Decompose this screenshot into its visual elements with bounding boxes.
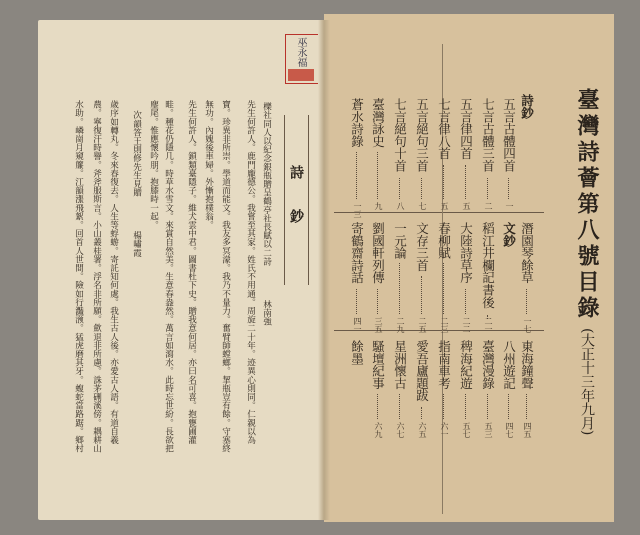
text-column: 先生何許人。鹿門龐德公。我嘗至其家。姓氏不用通。周旋二十年。迹異心則同。仁親以為 (245, 100, 256, 444)
leader-dots (443, 263, 444, 314)
page-number: 六五 (418, 422, 427, 438)
text-column: 次韻答王則修先生見贈 楊嘯霞 (131, 102, 142, 257)
seal-text: 巫永福 (295, 37, 306, 67)
text-column: 無功。內媿後車婦。外慚抱樸翁。 (203, 100, 214, 229)
text-column: 歲序如轉丸。冬來春復去。人生等蜉蝣。寄託知何處。我生古人後。亦愛古人語。有道自羲 (108, 100, 119, 444)
toc-entry[interactable]: 指南車考 (436, 340, 452, 390)
page-number: 二二 (462, 317, 471, 333)
toc-entry[interactable]: 五言律四首 (458, 98, 474, 160)
page-number: 五 (440, 202, 449, 210)
leader-dots (399, 394, 400, 419)
page-number: 三五 (374, 317, 383, 333)
page-number: 四一 (353, 317, 362, 333)
text-column: 先生何許人。鎖類臺隱子。維犬雲中君。圖書杜下史。贈我意何居。亦曰名可喜。抱甕圃灌 (186, 100, 197, 444)
text-column: 畦。種花仍隱几。時草水雪文。來賞自然美。生意春盎然。萬言如瀉水。此時忘世紛。長欲把 (163, 100, 174, 453)
page-number: 一 (505, 202, 514, 210)
section-title: 詩鈔 (288, 165, 304, 253)
leader-dots (377, 289, 378, 314)
toc-entry[interactable]: 五言古體四首 (501, 98, 517, 172)
leader-dots (377, 394, 378, 419)
book-gutter (318, 20, 330, 520)
leader-dots (421, 407, 422, 419)
leader-dots (487, 394, 488, 419)
toc-entry[interactable]: 七言律八首 (436, 98, 452, 160)
text-column: 櫟社同人以紀念銀瓶贈呈鶴亭社長賦以二詩 林南強 (261, 102, 272, 326)
page-number: 一七 (523, 317, 532, 333)
toc-entry[interactable]: 八州遊記 (501, 340, 517, 390)
issue-date: (大正十三年九月) (579, 328, 595, 436)
open-book (38, 14, 616, 522)
title-rule (308, 115, 309, 285)
leader-dots (465, 289, 466, 314)
page-number: 五三 (484, 422, 493, 438)
toc-entry[interactable]: 騷壇紀事 (370, 340, 386, 390)
toc-entry[interactable]: 詩鈔 (519, 94, 535, 119)
toc-entry[interactable]: 寄鶴齋詩話 (349, 222, 365, 284)
leader-dots (508, 178, 509, 199)
leader-dots (443, 165, 444, 199)
leader-dots (526, 289, 527, 314)
page-number: 七 (418, 202, 427, 210)
toc-entry[interactable]: 七言古體三首 (480, 98, 496, 172)
right-page (324, 14, 614, 522)
toc-entry[interactable]: 愛吾廬題跋 (414, 340, 430, 402)
page-number: 二 (484, 202, 493, 210)
leader-dots (356, 152, 357, 199)
page-number: 五七 (462, 422, 471, 438)
leader-dots (421, 276, 422, 314)
leader-dots (465, 165, 466, 199)
leader-dots (356, 289, 357, 314)
toc-entry[interactable]: 稻江井欄記書後 (480, 222, 496, 309)
page-number: 四七 (505, 422, 514, 438)
toc-entry[interactable]: 東海鐘聲 (519, 340, 535, 390)
toc-entry[interactable]: 五言絕句三首 (414, 98, 430, 172)
toc-entry[interactable]: 春柳賦 (436, 222, 452, 259)
leader-dots (487, 178, 488, 199)
title-rule (284, 115, 285, 285)
leader-dots (443, 394, 444, 419)
page-number: 二九 (396, 317, 405, 333)
toc-entry[interactable]: 七言絕句十首 (392, 98, 408, 172)
toc-entry[interactable]: 臺灣漫錄 (480, 340, 496, 390)
page-number: 九 (374, 202, 383, 210)
page-number: 二三 (440, 317, 449, 333)
left-page (38, 20, 324, 520)
page-number: 二五 (418, 317, 427, 333)
text-column: 麈尾。惟應懷吟朋。抱膝時一起。 (148, 100, 159, 229)
text-column: 寶。珍異非所崇。學道而能文。我友多冥濛。我乃不量力。奮臂師螳螂。挈瓶豈有餘。守塞終 (220, 100, 231, 453)
leader-dots (377, 152, 378, 199)
toc-entry[interactable]: 文存三首 (414, 222, 430, 272)
red-seal-icon (288, 69, 314, 81)
page-title: 臺灣詩薈第八號目錄 (574, 88, 600, 322)
divider (334, 212, 544, 213)
page-number: 五 (462, 202, 471, 210)
toc-entry[interactable]: 蒼水詩錄 (349, 98, 365, 148)
page-number: 八 (396, 202, 405, 210)
page-number: 二一 (484, 317, 493, 333)
toc-entry[interactable]: 文鈔 (501, 222, 517, 247)
toc-entry[interactable]: 稗海紀遊 (458, 340, 474, 390)
toc-entry[interactable]: 潛園琴餘草 (519, 222, 535, 284)
leader-dots (508, 394, 509, 419)
page-number: 六七 (396, 422, 405, 438)
page-number: 六一 (440, 422, 449, 438)
toc-entry[interactable]: 大陸詩草序 (458, 222, 474, 284)
text-column: 農。寧復汗時譽。斧斧服斯言。小山叢桂署。浮名非所願。歛退非所慮。誅茅硎溪傍。耦耕山 (91, 100, 102, 453)
page-number: 六九 (374, 422, 383, 438)
leader-dots (421, 178, 422, 199)
leader-dots (526, 394, 527, 419)
collector-seal-stamp (285, 34, 319, 84)
leader-dots (465, 394, 466, 419)
toc-entry[interactable]: 星洲懷古 (392, 340, 408, 390)
toc-entry[interactable]: 餘墨 (349, 340, 365, 365)
page-number: 一三 (353, 202, 362, 218)
page-number: 四五 (523, 422, 532, 438)
toc-entry[interactable]: 劉國軒列傳 (370, 222, 386, 284)
toc-entry[interactable]: 一元論 (392, 222, 408, 259)
text-column: 水助。嶙崗月窺簾。江韻漲飛絮。回首人世間。險如行灎滪。猛虎磨其牙。蝮蛇當路踞。鄉村 (73, 100, 84, 453)
leader-dots (399, 263, 400, 314)
leader-dots (399, 178, 400, 199)
toc-entry[interactable]: 臺灣詠史 (370, 98, 386, 148)
